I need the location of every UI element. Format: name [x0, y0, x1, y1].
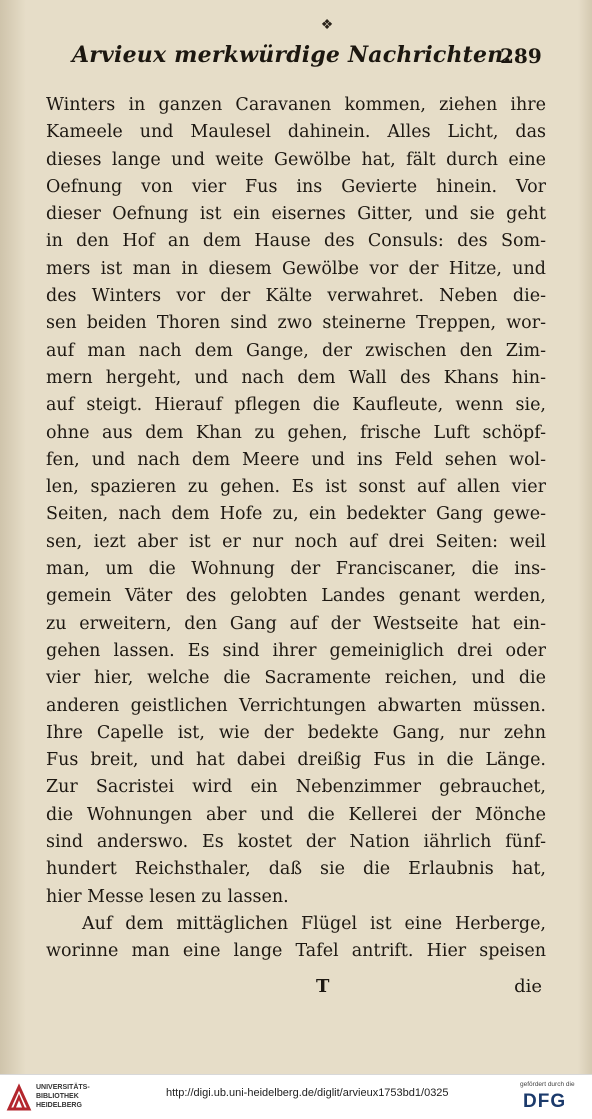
page-gutter-shade — [0, 0, 26, 1074]
catchword: die — [514, 976, 542, 997]
catchword-row — [46, 976, 546, 1004]
dfg-logo[interactable]: DFG — [523, 1091, 567, 1112]
text-line: Ihre Capelle ist, wie der bedekte Gang, nur zehn — [46, 722, 546, 743]
text-line: zu erweitern, den Gang auf der Westseite hat ein- — [46, 613, 546, 634]
text-line: worinne man eine lange Tafel antrift. Hier speisen — [46, 941, 546, 962]
text-line: sen, iezt aber ist er nur noch auf drei Seiten: weil — [46, 531, 546, 552]
text-line: Oefnung von vier Fus ins Gevierte hinein. Vor — [46, 176, 546, 197]
text-line: sind anderswo. Es kostet der Nation iährlich fünf- — [46, 832, 546, 853]
text-line: vier hier, welche die Sacramente reichen, und die — [46, 668, 546, 689]
text-line: gehen lassen. Es sind ihrer gemeiniglich drei oder — [46, 640, 546, 661]
text-line: gemein Väter des gelobten Landes genant werden, — [46, 586, 546, 607]
text-line: anderen geistlichen Verrichtungen abwarten müssen. — [46, 695, 546, 716]
signature-mark: T — [316, 976, 330, 997]
body-text — [46, 92, 546, 966]
ub-heidelberg-logo-icon[interactable] — [6, 1083, 32, 1111]
text-line: in den Hof an dem Hause des Consuls: des Som- — [46, 231, 546, 252]
text-line: mers ist man in diesem Gewölbe vor der Hitze, und — [46, 258, 546, 279]
page-edge-shade — [578, 0, 592, 1074]
funded-by-label: gefördert durch die — [520, 1081, 575, 1088]
text-line: Zur Sacristei wird ein Nebenzimmer gebrauchet, — [46, 777, 546, 798]
text-line: Auf dem mittäglichen Flügel ist eine Herberge, — [82, 913, 546, 934]
running-head: Arvieux merkwürdige Nachrichten. — [72, 42, 512, 68]
text-line: Kameele und Maulesel dahinein. Alles Licht, das — [46, 122, 546, 143]
text-line: sen beiden Thoren sind zwo steinerne Treppen, wor- — [46, 313, 546, 334]
text-line: des Winters vor der Kälte verwahret. Neben die- — [46, 286, 546, 307]
viewer-footer — [0, 1074, 592, 1119]
text-line: dieses lange und weite Gewölbe hat, fält durch eine — [46, 149, 546, 170]
page-number: 289 — [500, 44, 542, 68]
text-line: fen, und nach dem Meere und ins Feld sehen wol- — [46, 449, 546, 470]
text-line: die Wohnungen aber und die Kellerei der Mönche — [46, 804, 546, 825]
text-line: auf man nach dem Gange, der zwischen den Zim- — [46, 340, 546, 361]
institution-name: UNIVERSITÄTS-BIBLIOTHEK HEIDELBERG — [36, 1084, 90, 1109]
text-line: Fus breit, und hat dabei dreißig Fus in die Länge. — [46, 750, 546, 771]
text-line: hundert Reichsthaler, daß sie die Erlaubnis hat, — [46, 859, 546, 880]
permalink-url[interactable]: http://digi.ub.uni-heidelberg.de/diglit/arvieux1753bd1/0325 — [166, 1087, 449, 1099]
text-line: Winters in ganzen Caravanen kommen, ziehen ihre — [46, 95, 546, 115]
text-line: len, spazieren zu gehen. Es ist sonst auf allen vier — [46, 477, 546, 498]
text-line: Seiten, nach dem Hofe zu, ein bedekter Gang gewe- — [46, 504, 546, 525]
text-line: ohne aus dem Khan zu gehen, frische Luft schöpf- — [46, 422, 546, 443]
text-line: man, um die Wohnung der Franciscaner, die ins- — [46, 559, 546, 580]
text-line: mern hergeht, und nach dem Wall des Khans hin- — [46, 367, 546, 388]
text-line: auf steigt. Hierauf pflegen die Kaufleute, wenn sie, — [46, 395, 546, 416]
ornament-icon: ❖ — [320, 17, 334, 33]
text-line: dieser Oefnung ist ein eisernes Gitter, und sie geht — [46, 204, 546, 225]
text-line: hier Messe lesen zu lassen. — [46, 886, 289, 907]
